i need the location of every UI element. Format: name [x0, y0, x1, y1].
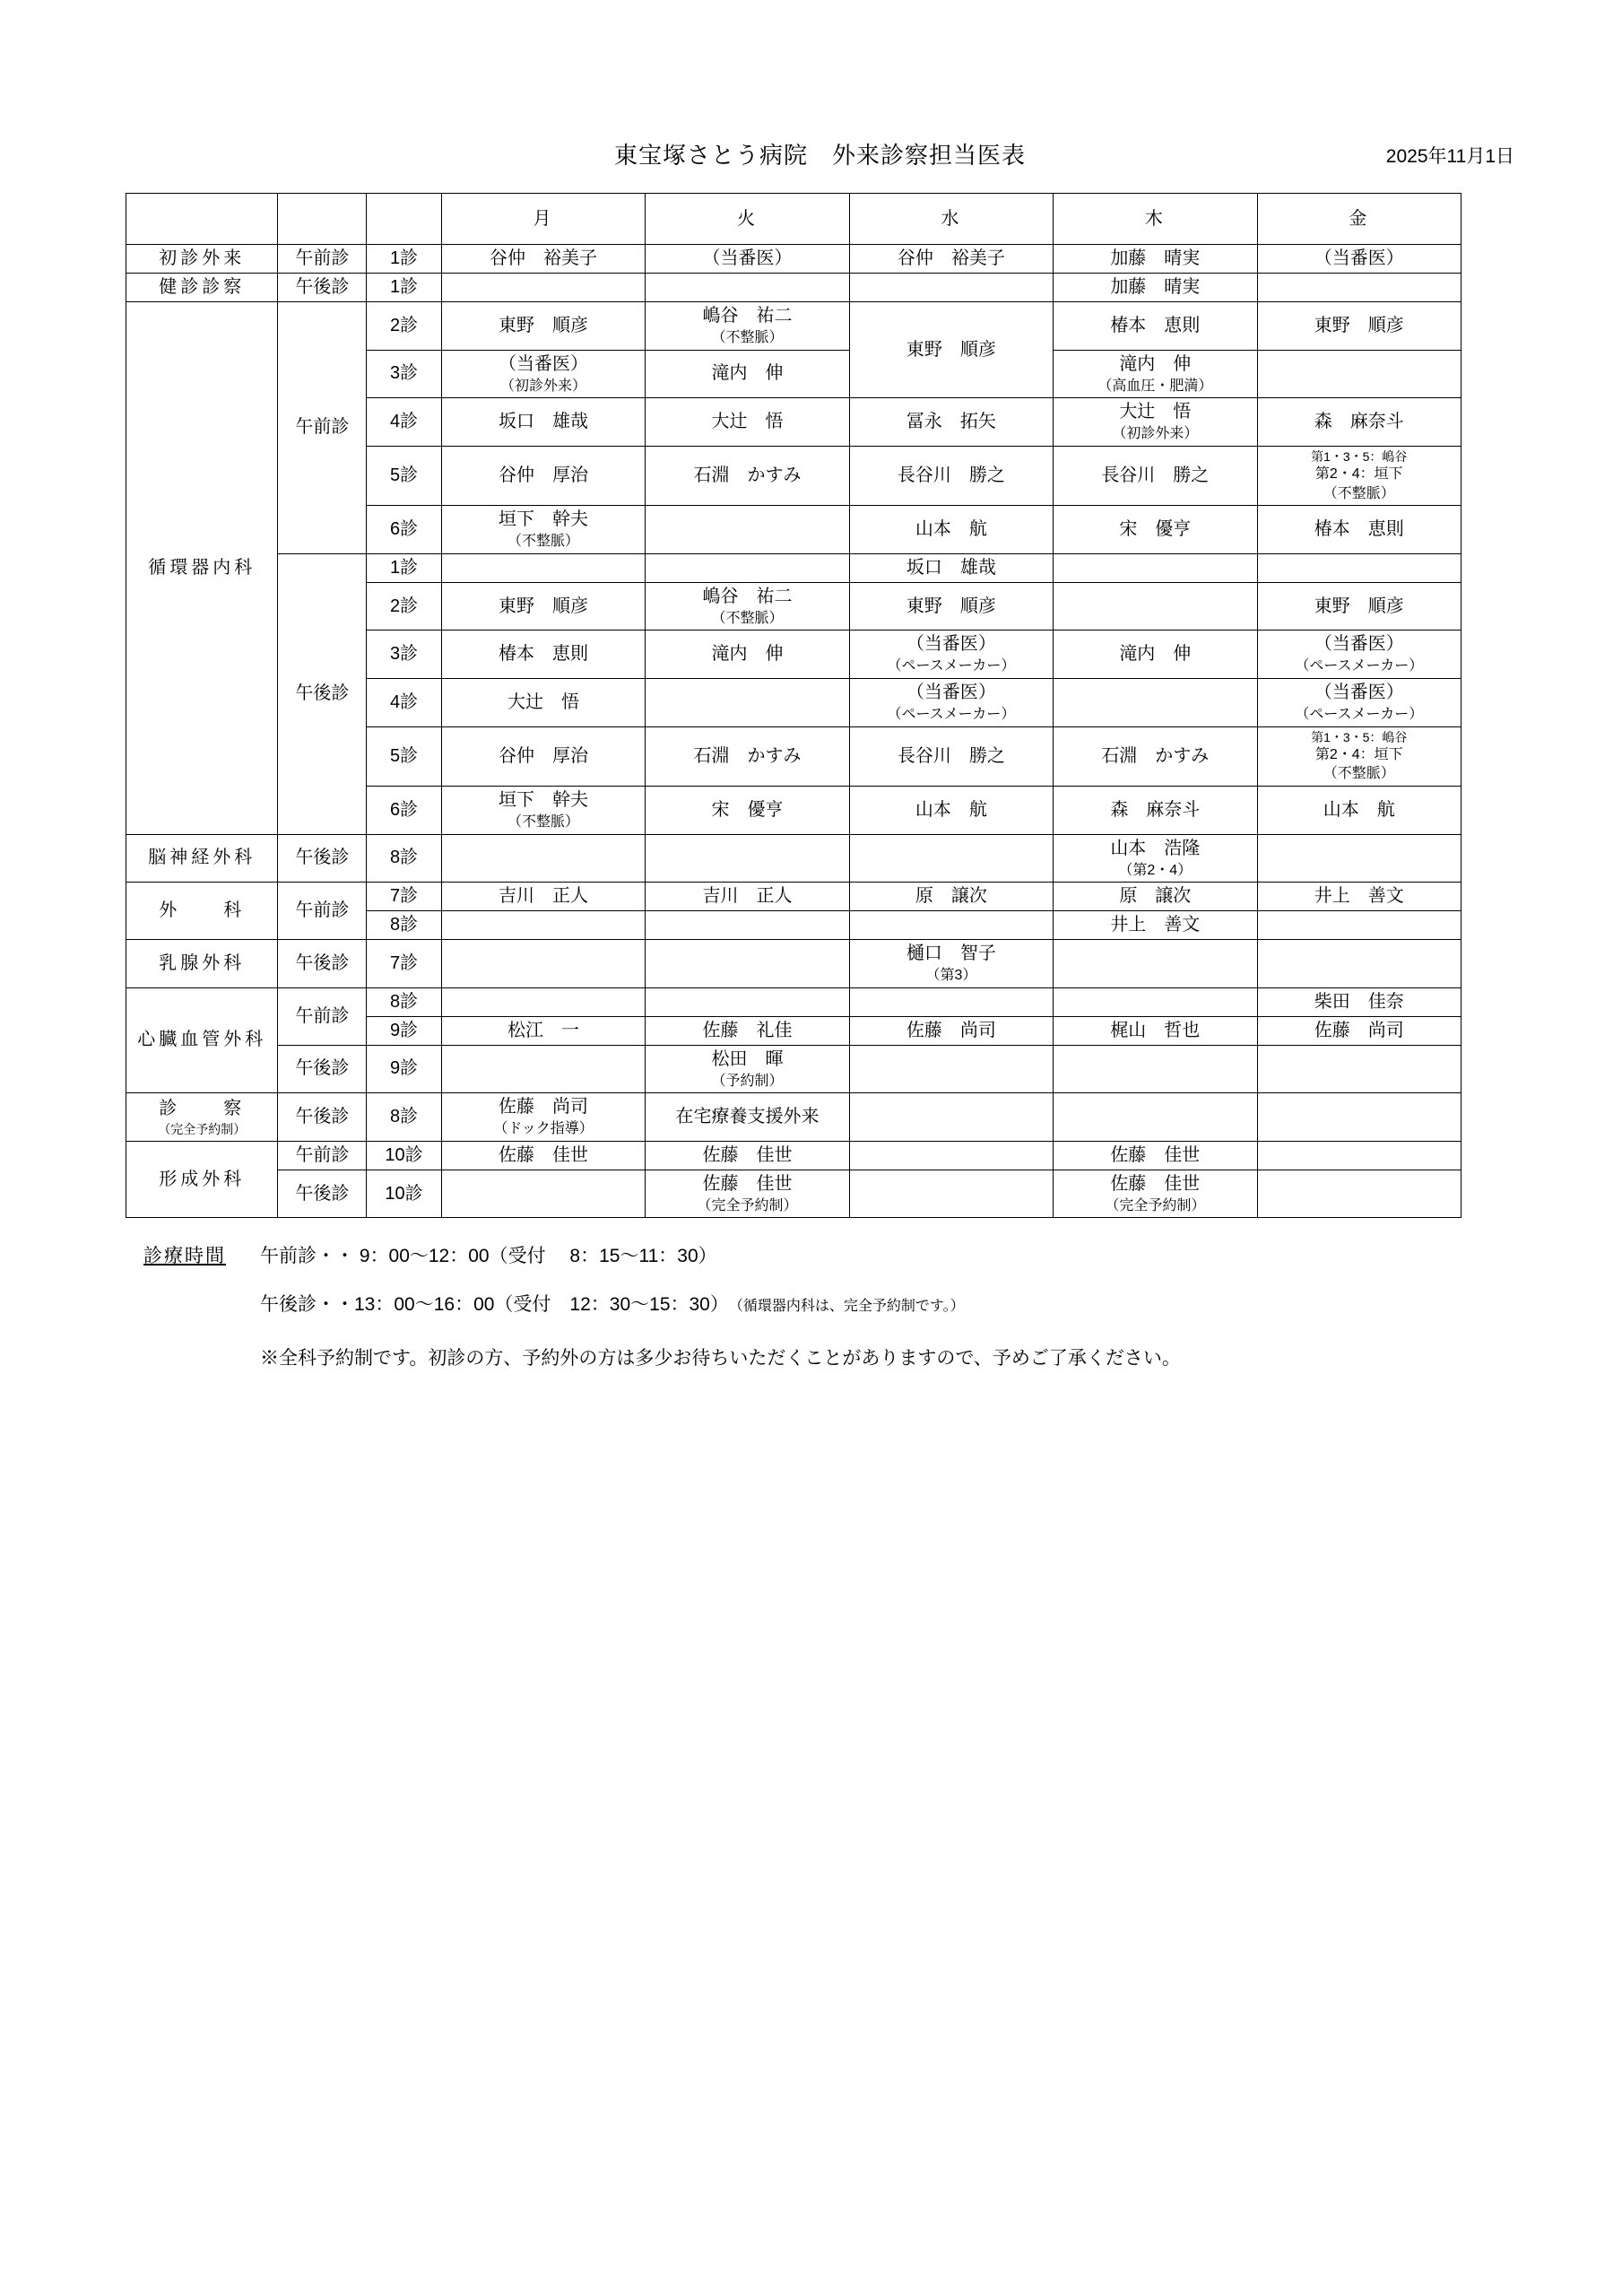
- schedule-cell: 滝内 伸: [1054, 631, 1257, 679]
- schedule-cell: [1257, 1045, 1461, 1093]
- schedule-cell: [1054, 987, 1257, 1016]
- schedule-cell: 大辻 悟: [646, 398, 849, 447]
- schedule-cell: 佐藤 佳世: [441, 1141, 645, 1170]
- schedule-cell: 松江 一: [441, 1016, 645, 1045]
- dept-label: 健診診察: [126, 274, 278, 302]
- schedule-cell: 原 譲次: [849, 883, 1053, 911]
- schedule-cell: 東野 順彦: [849, 302, 1053, 398]
- schedule-cell: [441, 987, 645, 1016]
- schedule-cell: [1257, 1170, 1461, 1218]
- dept-label: 乳腺外科: [126, 940, 278, 988]
- period-label: 午後診: [278, 940, 367, 988]
- room-label: 2診: [367, 582, 442, 631]
- schedule-cell: [849, 911, 1053, 940]
- header-day-thu: 木: [1054, 194, 1257, 245]
- table-row: [126, 834, 1462, 883]
- schedule-cell: 坂口 雄哉: [441, 398, 645, 447]
- schedule-cell: （当番医） （ペースメーカー）: [849, 631, 1053, 679]
- room-label: 5診: [367, 726, 442, 786]
- schedule-cell: [646, 506, 849, 554]
- table-row: [126, 940, 1462, 988]
- page-title: 東宝塚さとう病院 外来診察担当医表: [613, 142, 1026, 169]
- schedule-cell: 在宅療養支援外来: [646, 1093, 849, 1142]
- schedule-cell: [646, 940, 849, 988]
- schedule-cell: 佐藤 佳世: [646, 1141, 849, 1170]
- schedule-cell: 樋口 智子 （第3）: [849, 940, 1053, 988]
- schedule-cell: 東野 順彦: [1257, 582, 1461, 631]
- period-label: 午前診: [278, 1141, 367, 1170]
- room-label: 9診: [367, 1016, 442, 1045]
- schedule-cell: （当番医） （初診外来）: [441, 350, 645, 398]
- hours-afternoon-note: （循環器内科は、完全予約制です。）: [728, 1299, 965, 1315]
- schedule-cell: 原 譲次: [1054, 883, 1257, 911]
- hours-afternoon-line: [260, 1290, 1514, 1320]
- header-day-tue: 火: [646, 194, 849, 245]
- schedule-cell: 冨永 拓矢: [849, 398, 1053, 447]
- schedule-cell: 東野 順彦: [441, 302, 645, 351]
- schedule-cell: 吉川 正人: [441, 883, 645, 911]
- schedule-cell: [1257, 553, 1461, 582]
- schedule-cell: 坂口 雄哉: [849, 553, 1053, 582]
- table-row: [126, 245, 1462, 274]
- schedule-cell: [441, 834, 645, 883]
- schedule-cell: 第1・3・5：嶋谷 第2・4：垣下 （不整脈）: [1257, 446, 1461, 505]
- schedule-cell: 梶山 哲也: [1054, 1016, 1257, 1045]
- schedule-cell: （当番医）: [646, 245, 849, 274]
- room-label: 8診: [367, 987, 442, 1016]
- room-label: 8診: [367, 834, 442, 883]
- schedule-cell: [646, 911, 849, 940]
- schedule-cell: 井上 善文: [1054, 911, 1257, 940]
- room-label: 3診: [367, 350, 442, 398]
- schedule-cell: 垣下 幹夫 （不整脈）: [441, 786, 645, 834]
- room-label: 8診: [367, 911, 442, 940]
- hours-label: 診療時間: [143, 1246, 226, 1267]
- schedule-cell: （当番医） （ペースメーカー）: [1257, 678, 1461, 726]
- room-label: 1診: [367, 245, 442, 274]
- schedule-cell: 宋 優亨: [1054, 506, 1257, 554]
- header-day-mon: 月: [441, 194, 645, 245]
- schedule-cell: [1257, 834, 1461, 883]
- table-body: [126, 245, 1462, 1218]
- schedule-cell: 椿本 恵則: [1257, 506, 1461, 554]
- schedule-cell: 吉川 正人: [646, 883, 849, 911]
- room-label: 4診: [367, 678, 442, 726]
- schedule-cell: 東野 順彦: [849, 582, 1053, 631]
- room-label: 1診: [367, 274, 442, 302]
- schedule-cell: [1054, 678, 1257, 726]
- schedule-cell: 石淵 かすみ: [646, 446, 849, 505]
- schedule-cell: 谷仲 厚治: [441, 446, 645, 505]
- schedule-cell: [1257, 350, 1461, 398]
- table-row: [126, 1045, 1462, 1093]
- schedule-cell: [1257, 940, 1461, 988]
- hours-morning: 午前診・・ 9：00〜12：00（受付 8：15〜11：30）: [260, 1246, 717, 1267]
- period-label: 午後診: [278, 274, 367, 302]
- room-label: 10診: [367, 1170, 442, 1218]
- schedule-cell: 東野 順彦: [441, 582, 645, 631]
- table-row: [126, 302, 1462, 351]
- room-label: 2診: [367, 302, 442, 351]
- schedule-cell: 佐藤 尚司: [1257, 1016, 1461, 1045]
- schedule-cell: 佐藤 尚司: [849, 1016, 1053, 1045]
- schedule-cell: [849, 274, 1053, 302]
- header-day-wed: 水: [849, 194, 1053, 245]
- period-label: 午前診: [278, 883, 367, 940]
- schedule-cell: 森 麻奈斗: [1054, 786, 1257, 834]
- schedule-cell: 滝内 伸: [646, 350, 849, 398]
- period-label: 午後診: [278, 1170, 367, 1218]
- header-blank-period: [278, 194, 367, 245]
- table-header-row: [126, 194, 1462, 245]
- schedule-cell: [849, 1170, 1053, 1218]
- schedule-cell: （当番医） （ペースメーカー）: [1257, 631, 1461, 679]
- schedule-cell: [441, 911, 645, 940]
- schedule-cell: 滝内 伸: [646, 631, 849, 679]
- room-label: 7診: [367, 940, 442, 988]
- schedule-table: [126, 193, 1462, 1218]
- schedule-cell: 嶋谷 祐二 （不整脈）: [646, 302, 849, 351]
- room-label: 9診: [367, 1045, 442, 1093]
- schedule-cell: 東野 順彦: [1257, 302, 1461, 351]
- dept-label: 初診外来: [126, 245, 278, 274]
- hours-afternoon: 午後診・・13：00〜16：00（受付 12：30〜15：30）: [260, 1294, 729, 1316]
- schedule-cell: 佐藤 礼佳: [646, 1016, 849, 1045]
- schedule-cell: [441, 940, 645, 988]
- schedule-cell: [441, 1170, 645, 1218]
- schedule-cell: 佐藤 尚司 （ドック指導）: [441, 1093, 645, 1142]
- dept-label: 診 察 （完全予約制）: [126, 1093, 278, 1142]
- header-day-fri: 金: [1257, 194, 1461, 245]
- schedule-cell: 山本 浩隆 （第2・4）: [1054, 834, 1257, 883]
- schedule-cell: 石淵 かすみ: [646, 726, 849, 786]
- period-label: 午後診: [278, 553, 367, 834]
- schedule-cell: [849, 987, 1053, 1016]
- schedule-cell: 椿本 恵則: [1054, 302, 1257, 351]
- schedule-cell: 井上 善文: [1257, 883, 1461, 911]
- dept-label: 心臓血管外科: [126, 987, 278, 1093]
- schedule-cell: [1257, 911, 1461, 940]
- dept-label: 脳神経外科: [126, 834, 278, 883]
- schedule-cell: [646, 553, 849, 582]
- room-label: 6診: [367, 786, 442, 834]
- schedule-cell: [1054, 553, 1257, 582]
- period-label: 午後診: [278, 1045, 367, 1093]
- schedule-cell: 嶋谷 祐二 （不整脈）: [646, 582, 849, 631]
- schedule-cell: [849, 1093, 1053, 1142]
- room-label: 4診: [367, 398, 442, 447]
- hours-morning-line: [143, 1241, 1514, 1272]
- table-row: [126, 987, 1462, 1016]
- schedule-cell: 森 麻奈斗: [1257, 398, 1461, 447]
- room-label: 1診: [367, 553, 442, 582]
- schedule-cell: 第1・3・5：嶋谷 第2・4：垣下 （不整脈）: [1257, 726, 1461, 786]
- schedule-cell: [1054, 1045, 1257, 1093]
- schedule-cell: [441, 553, 645, 582]
- schedule-cell: 加藤 晴実: [1054, 245, 1257, 274]
- table-row: [126, 553, 1462, 582]
- schedule-cell: [646, 274, 849, 302]
- schedule-cell: 佐藤 佳世 （完全予約制）: [646, 1170, 849, 1218]
- table-row: [126, 1141, 1462, 1170]
- dept-label: 循環器内科: [126, 302, 278, 835]
- period-label: 午後診: [278, 1093, 367, 1142]
- table-row: [126, 274, 1462, 302]
- schedule-cell: 佐藤 佳世: [1054, 1141, 1257, 1170]
- schedule-cell: 宋 優亨: [646, 786, 849, 834]
- period-label: 午前診: [278, 302, 367, 554]
- notes-section: [143, 1241, 1514, 1373]
- room-label: 10診: [367, 1141, 442, 1170]
- room-label: 8診: [367, 1093, 442, 1142]
- schedule-cell: [646, 834, 849, 883]
- schedule-cell: [1054, 1093, 1257, 1142]
- schedule-cell: 大辻 悟: [441, 678, 645, 726]
- period-label: 午前診: [278, 987, 367, 1045]
- schedule-cell: [646, 678, 849, 726]
- dept-label: 形成外科: [126, 1141, 278, 1218]
- schedule-cell: [646, 987, 849, 1016]
- schedule-cell: 長谷川 勝之: [849, 726, 1053, 786]
- period-label: 午前診: [278, 245, 367, 274]
- schedule-cell: [849, 1045, 1053, 1093]
- room-label: 3診: [367, 631, 442, 679]
- schedule-cell: 垣下 幹夫 （不整脈）: [441, 506, 645, 554]
- dept-note: （完全予約制）: [158, 1121, 247, 1136]
- period-label: 午後診: [278, 834, 367, 883]
- schedule-cell: 椿本 恵則: [441, 631, 645, 679]
- schedule-cell: 松田 暉 （予約制）: [646, 1045, 849, 1093]
- schedule-cell: 加藤 晴実: [1054, 274, 1257, 302]
- schedule-cell: [441, 274, 645, 302]
- table-row: [126, 1093, 1462, 1142]
- room-label: 6診: [367, 506, 442, 554]
- schedule-cell: 大辻 悟 （初診外来）: [1054, 398, 1257, 447]
- header-blank-dept: [126, 194, 278, 245]
- schedule-cell: 長谷川 勝之: [849, 446, 1053, 505]
- document-header: [126, 117, 1514, 170]
- schedule-cell: [849, 1141, 1053, 1170]
- schedule-cell: 山本 航: [849, 506, 1053, 554]
- table-row: [126, 1170, 1462, 1218]
- schedule-cell: 石淵 かすみ: [1054, 726, 1257, 786]
- schedule-cell: [1054, 582, 1257, 631]
- schedule-cell: [441, 1045, 645, 1093]
- schedule-cell: 山本 航: [849, 786, 1053, 834]
- schedule-cell: 谷仲 裕美子: [441, 245, 645, 274]
- schedule-cell: 柴田 佳奈: [1257, 987, 1461, 1016]
- schedule-cell: 谷仲 厚治: [441, 726, 645, 786]
- room-label: 5診: [367, 446, 442, 505]
- schedule-cell: [1257, 1141, 1461, 1170]
- schedule-cell: 谷仲 裕美子: [849, 245, 1053, 274]
- schedule-cell: （当番医）: [1257, 245, 1461, 274]
- table-row: [126, 883, 1462, 911]
- schedule-cell: 山本 航: [1257, 786, 1461, 834]
- room-label: 7診: [367, 883, 442, 911]
- schedule-cell: [1054, 940, 1257, 988]
- schedule-cell: （当番医） （ペースメーカー）: [849, 678, 1053, 726]
- header-blank-room: [367, 194, 442, 245]
- schedule-cell: [1257, 274, 1461, 302]
- schedule-cell: 滝内 伸 （高血圧・肥満）: [1054, 350, 1257, 398]
- schedule-cell: [849, 834, 1053, 883]
- schedule-cell: 佐藤 佳世 （完全予約制）: [1054, 1170, 1257, 1218]
- schedule-cell: 長谷川 勝之: [1054, 446, 1257, 505]
- document-date: 2025年11月1日: [1385, 146, 1514, 167]
- dept-label: 外 科: [126, 883, 278, 940]
- schedule-cell: [1257, 1093, 1461, 1142]
- notes-footer: ※全科予約制です。初診の方、予約外の方は多少お待ちいただくことがありますので、予めご了承ください。: [260, 1347, 1181, 1369]
